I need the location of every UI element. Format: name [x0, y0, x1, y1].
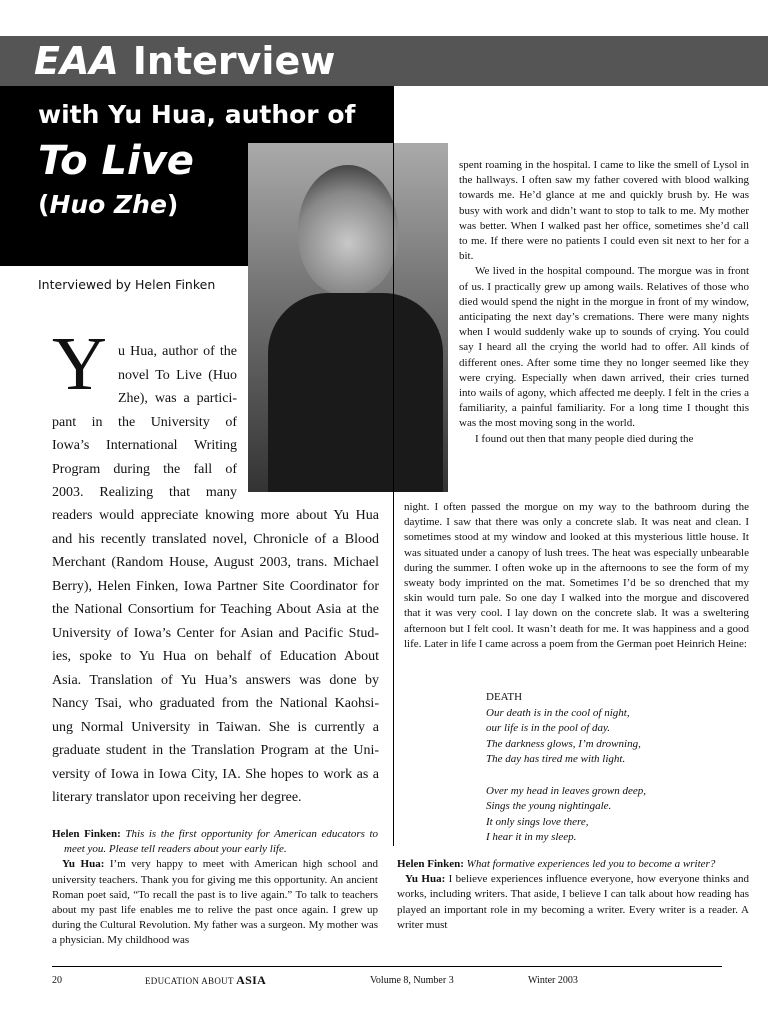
intro-line: ung Normal University in Taiwan. She is currently a: [52, 719, 379, 735]
poem-line: I hear it in my sleep.: [486, 831, 577, 844]
paragraph-3-rest: night. I often passed the morgue on my way to the bathroom during the daytime. I saw that there was only a concrete slab. It was neat and clean. I sometimes stood at my window and looked at this mysterious little house. It was situated under a canopy of lush trees. The heat was especially unbearable during the summer. I often woke up in the afternoons to see the form of my sweaty body imprinted on the mat. Sometimes I’d be so drenched that my skin would turn pale. So one day I walked into the morgue and discovered that it was very cool. I lay down on the concrete slab. It was a sweltering afternoon but I felt cool. It wasn’t death for me. It was happiness and a good life. Later in life I came across a poem from the German poet Heinrich Heine:: [404, 501, 749, 650]
poem-line: It only sings love there,: [486, 815, 589, 828]
poem-line: Our death is in the cool of night,: [486, 706, 630, 719]
poem-line: Sings the young nightingale.: [486, 800, 612, 813]
magazine-name: EDUCATION ABOUT ASIA: [145, 973, 267, 987]
intro-line: 2003. Realizing that many: [52, 485, 237, 500]
header-banner: [0, 36, 768, 86]
poem-line: The day has tired me with light.: [486, 753, 626, 766]
photo-body-shape: [268, 293, 443, 492]
intro-line: University of Iowa’s Center for Asian and Pacific Stud-: [52, 625, 379, 641]
title-alt: (Huo Zhe): [38, 190, 179, 219]
intro-line: Program during the fall of: [52, 461, 237, 477]
answer-text: I believe experiences influence everyone, how everyone thinks and works, including writers. That aside, I believe I can talk about how reading has played an important role in my becoming a writer. Every writer is a reader. A writer must: [397, 873, 749, 931]
intro-line: versity of Iowa in Iowa City, IA. She hopes to work as a: [52, 766, 379, 782]
intro-line: Zhe), was a partici-: [118, 391, 237, 406]
paragraph-2: We lived in the hospital compound. The morgue was in front of us. I practically grew up among wails. Relatives of those who died would spend the night in the morgue in front of my window, anticipating the next day’s cremations. There were many nights when I would suddenly wake up to sounds of crying. You could say I heard all the crying the world had to offer. All kinds of different ones. After some time they no longer seemed like they were crying. Especially when dawn arrived, their cries turned into wails of agony, which affected me deeply. I felt in the cries a familiarity, a painful familiarity. For a long time I thought this was the most moving song in the world.: [459, 265, 749, 430]
intro-line: u Hua, author of the: [118, 344, 237, 359]
question-speaker: Helen Finken:: [52, 828, 121, 840]
author-photo: [248, 143, 448, 492]
intro-line: Asia. Translation of Yu Hua’s answers was done by: [52, 672, 379, 688]
intro-line: ies, spoke to Yu Hua on behalf of Education About: [52, 649, 379, 664]
byline: Interviewed by Helen Finken: [38, 277, 216, 292]
right-col-wide: [404, 500, 749, 652]
volume-info: Volume 8, Number 3: [370, 975, 454, 986]
column-rule: [393, 86, 394, 846]
poem-line: our life is in the pool of day.: [486, 722, 611, 735]
poem-line: The darkness glows, I’m drowning,: [486, 737, 641, 750]
intro-line: and his recently translated novel, Chronicle of a Blood: [52, 531, 379, 547]
poem-line: Over my head in leaves grown deep,: [486, 784, 646, 797]
paragraph-3-start: I found out then that many people died during the: [475, 432, 694, 445]
poem: [486, 690, 646, 846]
answer-text: I’m very happy to meet with American high school and university teachers. Thank you for giving me this opportunity. An ancient Roman poet said, “To recall the past is to live again.” To talk to teachers about my past life enables me to relive the past once again. I grew up during the Cultural Revolution. My father was a surgeon. My mother was a physician. My childhood was: [52, 858, 379, 947]
header-interview: Interview: [132, 39, 336, 83]
intro-line: literary translator upon receiving her degree.: [52, 790, 302, 805]
intro-line: graduate student in the Translation Program at the Uni-: [52, 743, 379, 758]
question-text: What formative experiences led you to become a writer?: [466, 858, 716, 870]
poem-stanza-1: [486, 706, 646, 768]
question-speaker: Helen Finken:: [397, 858, 464, 870]
answer-speaker: Yu Hua:: [405, 873, 446, 886]
intro-line: Berry), Helen Finken, Iowa Partner Site Coordinator for: [52, 578, 379, 594]
drop-cap: Y: [52, 322, 107, 406]
answer-speaker: Yu Hua:: [62, 858, 105, 871]
paragraph-1: spent roaming in the hospital. I came to like the smell of Lysol in the hallways. I often saw my father covered with blood walking towards me. He’d glance at me and quickly brush by. He was busy with work and didn’t want to stop to talk to me. My mother was better. When I walked past her office, sometimes she’d call to me. If there were no patients I could even sit next to her for a bit.: [459, 159, 749, 263]
footer-rule: [52, 966, 722, 967]
qa-left: [52, 827, 378, 949]
photo-head-shape: [298, 165, 398, 295]
right-col-top: [459, 158, 749, 447]
intro-line: the National Consortium for Teaching About Asia at the: [52, 602, 379, 617]
question-text: This is the first opportunity for American educators to meet you. Please tell readers about your early life.: [64, 828, 379, 856]
intro-line: Nancy Tsai, who graduated from the National Kaohsi-: [52, 696, 379, 711]
poem-stanza-2: [486, 784, 646, 846]
qa-right: [397, 857, 749, 933]
header-eaa: EAA: [34, 39, 119, 83]
page-number: 20: [52, 975, 62, 986]
intro-line: novel To Live (Huo: [118, 367, 237, 383]
intro-line: Iowa’s International Writing: [52, 438, 237, 453]
title-line1: with Yu Hua, author of: [38, 100, 356, 129]
intro-line: readers would appreciate knowing more about Yu Hua: [52, 508, 379, 523]
poem-title: DEATH: [486, 691, 523, 703]
intro-line: Merchant (Random House, August 2003, trans. Michael: [52, 555, 379, 570]
title-book: To Live: [38, 138, 194, 184]
issue-season: Winter 2003: [528, 975, 578, 986]
intro-line: pant in the University of: [52, 414, 237, 430]
